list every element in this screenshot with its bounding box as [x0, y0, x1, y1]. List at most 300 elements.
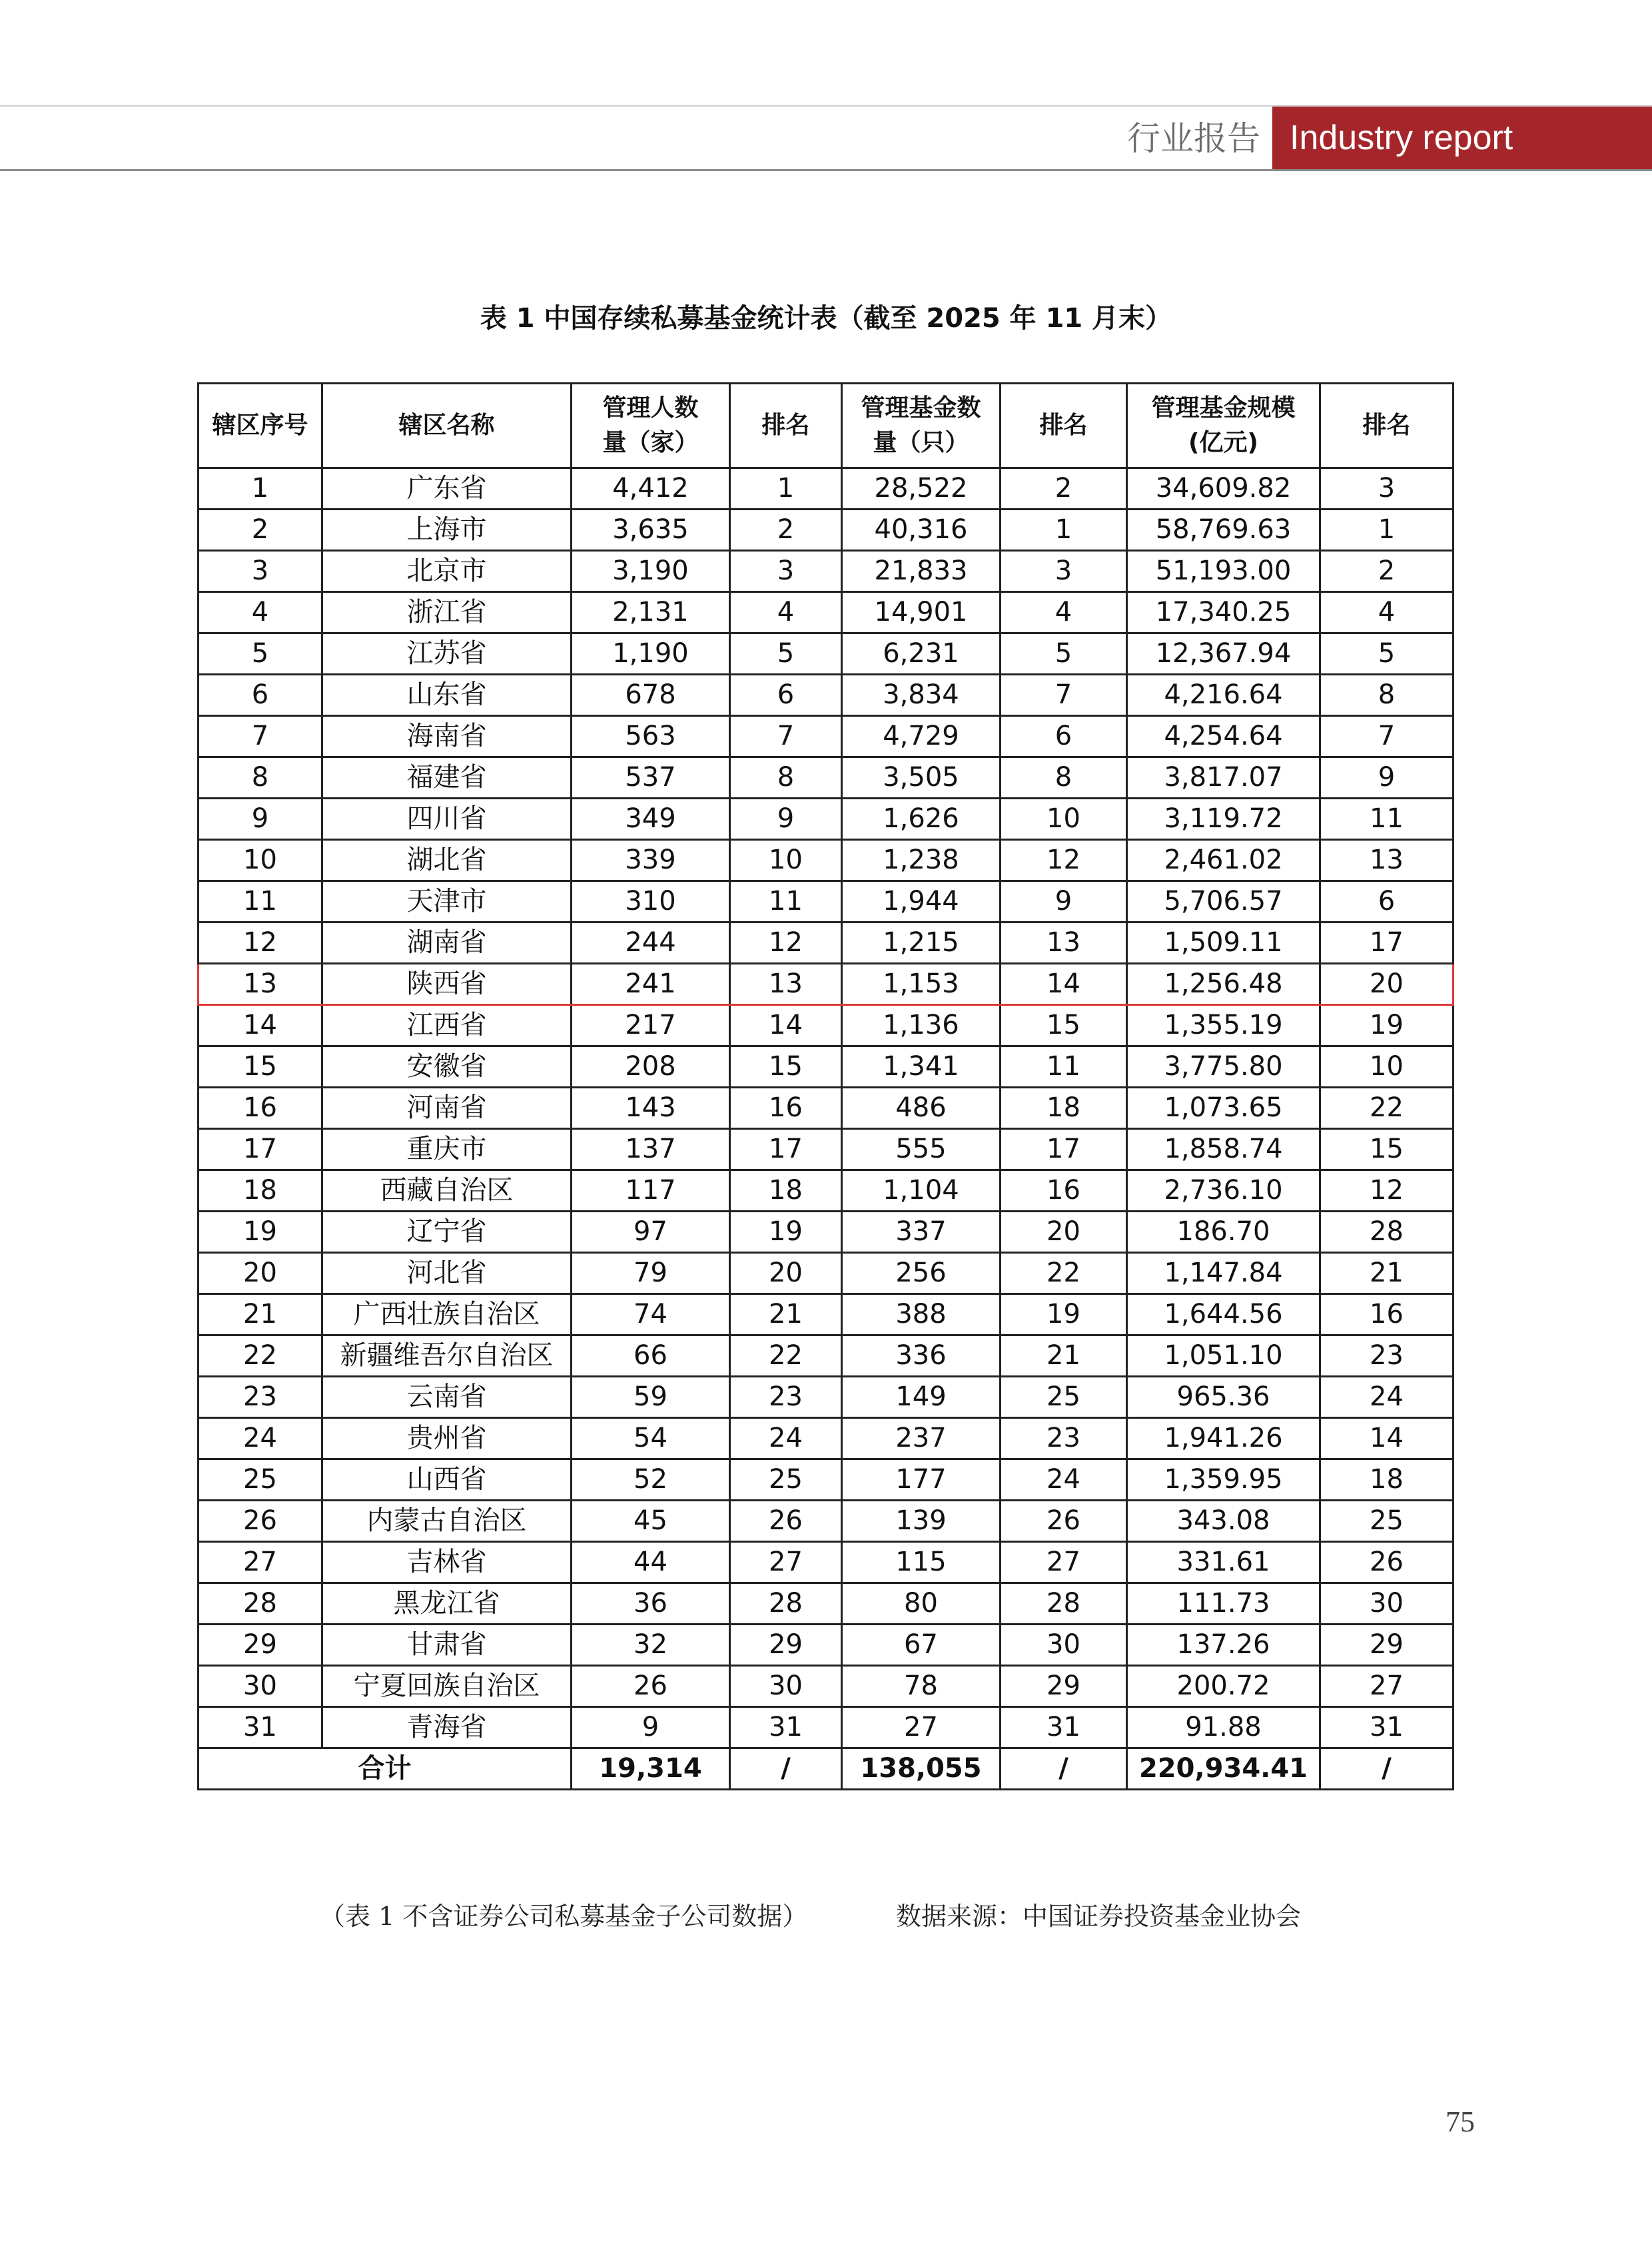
- table-row: [199, 1046, 1453, 1088]
- table-cell: 4,216.64: [1127, 675, 1320, 716]
- table-cell: 19: [1001, 1294, 1127, 1335]
- table-cell: 19: [730, 1212, 842, 1253]
- table-cell: 24: [1001, 1459, 1127, 1501]
- table-cell: 1,944: [842, 881, 1001, 923]
- table-cell: 9: [1001, 881, 1127, 923]
- table-cell: 34,609.82: [1127, 468, 1320, 510]
- table-cell: 31: [730, 1707, 842, 1748]
- table-cell: 339: [572, 840, 730, 881]
- table-cell: 21,833: [842, 551, 1001, 592]
- table-cell: 1,051.10: [1127, 1335, 1320, 1377]
- table-cell: 17,340.25: [1127, 592, 1320, 633]
- table-cell: 16: [730, 1088, 842, 1129]
- table-cell: 20: [1320, 964, 1453, 1005]
- table-cell: 3,505: [842, 757, 1001, 799]
- header-rule-bottom: [0, 169, 1652, 171]
- table-cell: 24: [199, 1418, 322, 1459]
- table-cell: 25: [199, 1459, 322, 1501]
- table-cell: 12: [1320, 1170, 1453, 1212]
- table-cell: 5,706.57: [1127, 881, 1320, 923]
- table-cell: 重庆市: [322, 1129, 572, 1170]
- table-row: [199, 633, 1453, 675]
- table-row: [199, 716, 1453, 757]
- table-cell: 7: [1320, 716, 1453, 757]
- table-cell: 149: [842, 1377, 1001, 1418]
- table-cell: 32: [572, 1625, 730, 1666]
- total-managers: 19,314: [572, 1748, 730, 1790]
- table-cell: 1,256.48: [1127, 964, 1320, 1005]
- table-cell: 31: [1001, 1707, 1127, 1748]
- table-cell: 黑龙江省: [322, 1583, 572, 1625]
- table-cell: 27: [730, 1542, 842, 1583]
- table-cell: 388: [842, 1294, 1001, 1335]
- table-cell: 67: [842, 1625, 1001, 1666]
- table-cell: 19: [1320, 1005, 1453, 1046]
- table-cell: 陕西省: [322, 964, 572, 1005]
- table-cell: 湖南省: [322, 923, 572, 964]
- table-cell: 22: [730, 1335, 842, 1377]
- table-cell: 13: [1320, 840, 1453, 881]
- table-total-row: [199, 1748, 1453, 1790]
- table-cell: 555: [842, 1129, 1001, 1170]
- table-cell: 云南省: [322, 1377, 572, 1418]
- table-cell: 22: [199, 1335, 322, 1377]
- table-row: [199, 1170, 1453, 1212]
- table-row: [199, 923, 1453, 964]
- table-cell: 青海省: [322, 1707, 572, 1748]
- table-row: [199, 881, 1453, 923]
- table-cell: 四川省: [322, 799, 572, 840]
- table-cell: 1: [199, 468, 322, 510]
- header-section-en: Industry report: [1272, 107, 1652, 169]
- table-cell: 1,153: [842, 964, 1001, 1005]
- table-cell: 4: [730, 592, 842, 633]
- table-cell: 3: [730, 551, 842, 592]
- table-cell: 3,834: [842, 675, 1001, 716]
- table-cell: 15: [730, 1046, 842, 1088]
- table-cell: 1,941.26: [1127, 1418, 1320, 1459]
- table-cell: 115: [842, 1542, 1001, 1583]
- table-cell: 2,461.02: [1127, 840, 1320, 881]
- table-cell: 3,119.72: [1127, 799, 1320, 840]
- table-cell: 21: [730, 1294, 842, 1335]
- table-cell: 2: [1320, 551, 1453, 592]
- table-row: [199, 1501, 1453, 1542]
- table-row: [199, 1294, 1453, 1335]
- table-cell: 新疆维吾尔自治区: [322, 1335, 572, 1377]
- table-cell: 2: [1001, 468, 1127, 510]
- table-cell: 137: [572, 1129, 730, 1170]
- table-cell: 5: [1320, 633, 1453, 675]
- page-number: 75: [1446, 2105, 1475, 2138]
- table-cell: 1,858.74: [1127, 1129, 1320, 1170]
- table-cell: 74: [572, 1294, 730, 1335]
- table-cell: 8: [1001, 757, 1127, 799]
- table-cell: 1: [1001, 510, 1127, 551]
- table-cell: 21: [199, 1294, 322, 1335]
- table-cell: 44: [572, 1542, 730, 1583]
- table-cell: 29: [1001, 1666, 1127, 1707]
- table-cell: 浙江省: [322, 592, 572, 633]
- table-row: [199, 1625, 1453, 1666]
- table-cell: 9: [730, 799, 842, 840]
- table-cell: 1: [730, 468, 842, 510]
- table-cell: 111.73: [1127, 1583, 1320, 1625]
- table-cell: 9: [572, 1707, 730, 1748]
- column-header: 管理基金规模 (亿元): [1127, 384, 1320, 468]
- table-cell: 18: [1001, 1088, 1127, 1129]
- table-cell: 58,769.63: [1127, 510, 1320, 551]
- table-cell: 5: [1001, 633, 1127, 675]
- column-header: 辖区名称: [322, 384, 572, 468]
- table-cell: 14: [1320, 1418, 1453, 1459]
- table-cell: 21: [1001, 1335, 1127, 1377]
- table-cell: 256: [842, 1253, 1001, 1294]
- table-title: 表 1 中国存续私募基金统计表（截至 2025 年 11 月末）: [480, 303, 1172, 334]
- table-cell: 965.36: [1127, 1377, 1320, 1418]
- table-cell: 河北省: [322, 1253, 572, 1294]
- table-cell: 江苏省: [322, 633, 572, 675]
- table-cell: 16: [199, 1088, 322, 1129]
- table-cell: 3: [199, 551, 322, 592]
- table-row: [199, 551, 1453, 592]
- table-cell: 66: [572, 1335, 730, 1377]
- table-cell: 143: [572, 1088, 730, 1129]
- table-cell: 11: [1001, 1046, 1127, 1088]
- table-cell: 15: [199, 1046, 322, 1088]
- table-cell: 27: [842, 1707, 1001, 1748]
- table-cell: 福建省: [322, 757, 572, 799]
- table-cell: 25: [1001, 1377, 1127, 1418]
- table-cell: 10: [730, 840, 842, 881]
- table-cell: 28: [1320, 1212, 1453, 1253]
- table-cell: 21: [1320, 1253, 1453, 1294]
- table-cell: 30: [1001, 1625, 1127, 1666]
- table-cell: 23: [730, 1377, 842, 1418]
- table-footnote: （表 1 不含证券公司私募基金子公司数据）: [320, 1902, 808, 1931]
- table-cell: 10: [199, 840, 322, 881]
- table-cell: 8: [1320, 675, 1453, 716]
- table-cell: 广西壮族自治区: [322, 1294, 572, 1335]
- table-row: [199, 1253, 1453, 1294]
- table-cell: 10: [1001, 799, 1127, 840]
- table-row: [199, 510, 1453, 551]
- table-cell: 22: [1320, 1088, 1453, 1129]
- table-cell: 16: [1320, 1294, 1453, 1335]
- table-cell: 2: [199, 510, 322, 551]
- total-scale-rank: /: [1320, 1748, 1453, 1790]
- table-cell: 31: [1320, 1707, 1453, 1748]
- table-cell: 17: [1320, 923, 1453, 964]
- table-cell: 27: [1001, 1542, 1127, 1583]
- table-cell: 15: [1001, 1005, 1127, 1046]
- table-cell: 22: [1001, 1253, 1127, 1294]
- table-cell: 30: [1320, 1583, 1453, 1625]
- table-cell: 19: [199, 1212, 322, 1253]
- table-cell: 7: [199, 716, 322, 757]
- table-cell: 337: [842, 1212, 1001, 1253]
- table-cell: 16: [1001, 1170, 1127, 1212]
- table-cell: 宁夏回族自治区: [322, 1666, 572, 1707]
- table-cell: 244: [572, 923, 730, 964]
- table-cell: 20: [199, 1253, 322, 1294]
- table-row: [199, 468, 1453, 510]
- table-cell: 13: [730, 964, 842, 1005]
- table-cell: 237: [842, 1418, 1001, 1459]
- table-cell: 2,736.10: [1127, 1170, 1320, 1212]
- table-cell: 14: [730, 1005, 842, 1046]
- table-cell: 河南省: [322, 1088, 572, 1129]
- table-cell: 海南省: [322, 716, 572, 757]
- table-cell: 343.08: [1127, 1501, 1320, 1542]
- table-cell: 3,190: [572, 551, 730, 592]
- table-cell: 3,775.80: [1127, 1046, 1320, 1088]
- table-cell: 31: [199, 1707, 322, 1748]
- table-cell: 安徽省: [322, 1046, 572, 1088]
- table-cell: 5: [730, 633, 842, 675]
- table-row: [199, 964, 1453, 1005]
- table-cell: 208: [572, 1046, 730, 1088]
- data-source: 数据来源：中国证券投资基金业协会: [896, 1902, 1302, 1931]
- table-cell: 江西省: [322, 1005, 572, 1046]
- table-cell: 4,729: [842, 716, 1001, 757]
- table-cell: 20: [730, 1253, 842, 1294]
- table-cell: 217: [572, 1005, 730, 1046]
- table-row: [199, 1335, 1453, 1377]
- table-cell: 12: [199, 923, 322, 964]
- table-cell: 6: [730, 675, 842, 716]
- header-section-cn: 行业报告: [1127, 119, 1260, 158]
- table-cell: 26: [199, 1501, 322, 1542]
- table-cell: 6,231: [842, 633, 1001, 675]
- table-row: [199, 1666, 1453, 1707]
- table-cell: 3,817.07: [1127, 757, 1320, 799]
- column-header: 排名: [1001, 384, 1127, 468]
- table-cell: 29: [199, 1625, 322, 1666]
- table-cell: 24: [1320, 1377, 1453, 1418]
- table-cell: 29: [730, 1625, 842, 1666]
- table-row: [199, 1459, 1453, 1501]
- table-cell: 3: [1001, 551, 1127, 592]
- table-cell: 内蒙古自治区: [322, 1501, 572, 1542]
- table-cell: 12,367.94: [1127, 633, 1320, 675]
- table-cell: 54: [572, 1418, 730, 1459]
- table-cell: 3,635: [572, 510, 730, 551]
- table-cell: 18: [199, 1170, 322, 1212]
- table-cell: 1,238: [842, 840, 1001, 881]
- table-cell: 26: [1001, 1501, 1127, 1542]
- table-cell: 北京市: [322, 551, 572, 592]
- table-cell: 天津市: [322, 881, 572, 923]
- table-cell: 563: [572, 716, 730, 757]
- table-cell: 678: [572, 675, 730, 716]
- table-cell: 15: [1320, 1129, 1453, 1170]
- total-label: 合计: [199, 1748, 572, 1790]
- table-cell: 辽宁省: [322, 1212, 572, 1253]
- table-cell: 59: [572, 1377, 730, 1418]
- table-cell: 12: [1001, 840, 1127, 881]
- table-cell: 1,215: [842, 923, 1001, 964]
- table-cell: 28: [1001, 1583, 1127, 1625]
- table-cell: 27: [199, 1542, 322, 1583]
- table-row: [199, 1005, 1453, 1046]
- table-cell: 1,073.65: [1127, 1088, 1320, 1129]
- table-cell: 30: [199, 1666, 322, 1707]
- table-cell: 36: [572, 1583, 730, 1625]
- table-cell: 79: [572, 1253, 730, 1294]
- table-cell: 4: [1001, 592, 1127, 633]
- table-cell: 吉林省: [322, 1542, 572, 1583]
- table-cell: 1,626: [842, 799, 1001, 840]
- table-row: [199, 675, 1453, 716]
- table-cell: 139: [842, 1501, 1001, 1542]
- table-row: [199, 1542, 1453, 1583]
- total-funds-rank: /: [1001, 1748, 1127, 1790]
- table-cell: 11: [730, 881, 842, 923]
- table-cell: 17: [199, 1129, 322, 1170]
- table-cell: 20: [1001, 1212, 1127, 1253]
- table-row: [199, 757, 1453, 799]
- table-cell: 349: [572, 799, 730, 840]
- table-row: [199, 1212, 1453, 1253]
- private-fund-stats-table: [197, 382, 1454, 1790]
- table-cell: 甘肃省: [322, 1625, 572, 1666]
- table-row: [199, 1707, 1453, 1748]
- table-cell: 537: [572, 757, 730, 799]
- column-header: 排名: [1320, 384, 1453, 468]
- table-cell: 1,359.95: [1127, 1459, 1320, 1501]
- table-cell: 14: [1001, 964, 1127, 1005]
- table-cell: 1,509.11: [1127, 923, 1320, 964]
- table-cell: 5: [199, 633, 322, 675]
- table-cell: 1,147.84: [1127, 1253, 1320, 1294]
- table-cell: 97: [572, 1212, 730, 1253]
- total-funds: 138,055: [842, 1748, 1001, 1790]
- column-header: 管理人数 量（家）: [572, 384, 730, 468]
- table-row: [199, 1583, 1453, 1625]
- table-cell: 山东省: [322, 675, 572, 716]
- table-cell: 51,193.00: [1127, 551, 1320, 592]
- table-cell: 186.70: [1127, 1212, 1320, 1253]
- table-cell: 6: [199, 675, 322, 716]
- table-cell: 200.72: [1127, 1666, 1320, 1707]
- table-cell: 2: [730, 510, 842, 551]
- table-cell: 91.88: [1127, 1707, 1320, 1748]
- table-cell: 25: [730, 1459, 842, 1501]
- table-cell: 26: [1320, 1542, 1453, 1583]
- table-cell: 广东省: [322, 468, 572, 510]
- table-cell: 4: [199, 592, 322, 633]
- table-cell: 西藏自治区: [322, 1170, 572, 1212]
- table-cell: 1,104: [842, 1170, 1001, 1212]
- table-row: [199, 592, 1453, 633]
- table-cell: 28: [730, 1583, 842, 1625]
- table-cell: 1,190: [572, 633, 730, 675]
- table-cell: 52: [572, 1459, 730, 1501]
- table-cell: 40,316: [842, 510, 1001, 551]
- table-cell: 11: [1320, 799, 1453, 840]
- table-cell: 30: [730, 1666, 842, 1707]
- table-cell: 10: [1320, 1046, 1453, 1088]
- table-cell: 1,644.56: [1127, 1294, 1320, 1335]
- table-row: [199, 840, 1453, 881]
- table-row: [199, 799, 1453, 840]
- table-cell: 4: [1320, 592, 1453, 633]
- table-header-row: [199, 384, 1453, 468]
- table-cell: 28,522: [842, 468, 1001, 510]
- table-cell: 8: [730, 757, 842, 799]
- table-cell: 14,901: [842, 592, 1001, 633]
- table-cell: 1,341: [842, 1046, 1001, 1088]
- table-cell: 80: [842, 1583, 1001, 1625]
- table-cell: 241: [572, 964, 730, 1005]
- table-cell: 13: [199, 964, 322, 1005]
- table-cell: 17: [730, 1129, 842, 1170]
- table-cell: 6: [1320, 881, 1453, 923]
- table-cell: 27: [1320, 1666, 1453, 1707]
- column-header: 管理基金数 量（只）: [842, 384, 1001, 468]
- total-scale: 220,934.41: [1127, 1748, 1320, 1790]
- table-cell: 486: [842, 1088, 1001, 1129]
- table-cell: 13: [1001, 923, 1127, 964]
- table-cell: 17: [1001, 1129, 1127, 1170]
- column-header: 排名: [730, 384, 842, 468]
- table-cell: 1: [1320, 510, 1453, 551]
- table-cell: 上海市: [322, 510, 572, 551]
- table-cell: 26: [572, 1666, 730, 1707]
- table-cell: 2,131: [572, 592, 730, 633]
- table-cell: 1,136: [842, 1005, 1001, 1046]
- table-cell: 117: [572, 1170, 730, 1212]
- table-row: [199, 1088, 1453, 1129]
- table-cell: 9: [1320, 757, 1453, 799]
- table-cell: 14: [199, 1005, 322, 1046]
- table-cell: 12: [730, 923, 842, 964]
- table-cell: 28: [199, 1583, 322, 1625]
- table-row: [199, 1418, 1453, 1459]
- table-cell: 6: [1001, 716, 1127, 757]
- table-cell: 7: [730, 716, 842, 757]
- table-cell: 23: [1001, 1418, 1127, 1459]
- table-cell: 137.26: [1127, 1625, 1320, 1666]
- table-cell: 78: [842, 1666, 1001, 1707]
- table-cell: 7: [1001, 675, 1127, 716]
- table-cell: 29: [1320, 1625, 1453, 1666]
- table-cell: 310: [572, 881, 730, 923]
- table-cell: 24: [730, 1418, 842, 1459]
- table-cell: 3: [1320, 468, 1453, 510]
- table-cell: 山西省: [322, 1459, 572, 1501]
- table-row: [199, 1377, 1453, 1418]
- table-cell: 4,412: [572, 468, 730, 510]
- table-cell: 23: [1320, 1335, 1453, 1377]
- table-cell: 336: [842, 1335, 1001, 1377]
- table-cell: 11: [199, 881, 322, 923]
- table-cell: 18: [730, 1170, 842, 1212]
- table-cell: 331.61: [1127, 1542, 1320, 1583]
- table-cell: 177: [842, 1459, 1001, 1501]
- table-cell: 4,254.64: [1127, 716, 1320, 757]
- column-header: 辖区序号: [199, 384, 322, 468]
- total-managers-rank: /: [730, 1748, 842, 1790]
- table-cell: 26: [730, 1501, 842, 1542]
- table-cell: 25: [1320, 1501, 1453, 1542]
- table-cell: 1,355.19: [1127, 1005, 1320, 1046]
- table-cell: 8: [199, 757, 322, 799]
- table-cell: 9: [199, 799, 322, 840]
- table-cell: 23: [199, 1377, 322, 1418]
- table-cell: 18: [1320, 1459, 1453, 1501]
